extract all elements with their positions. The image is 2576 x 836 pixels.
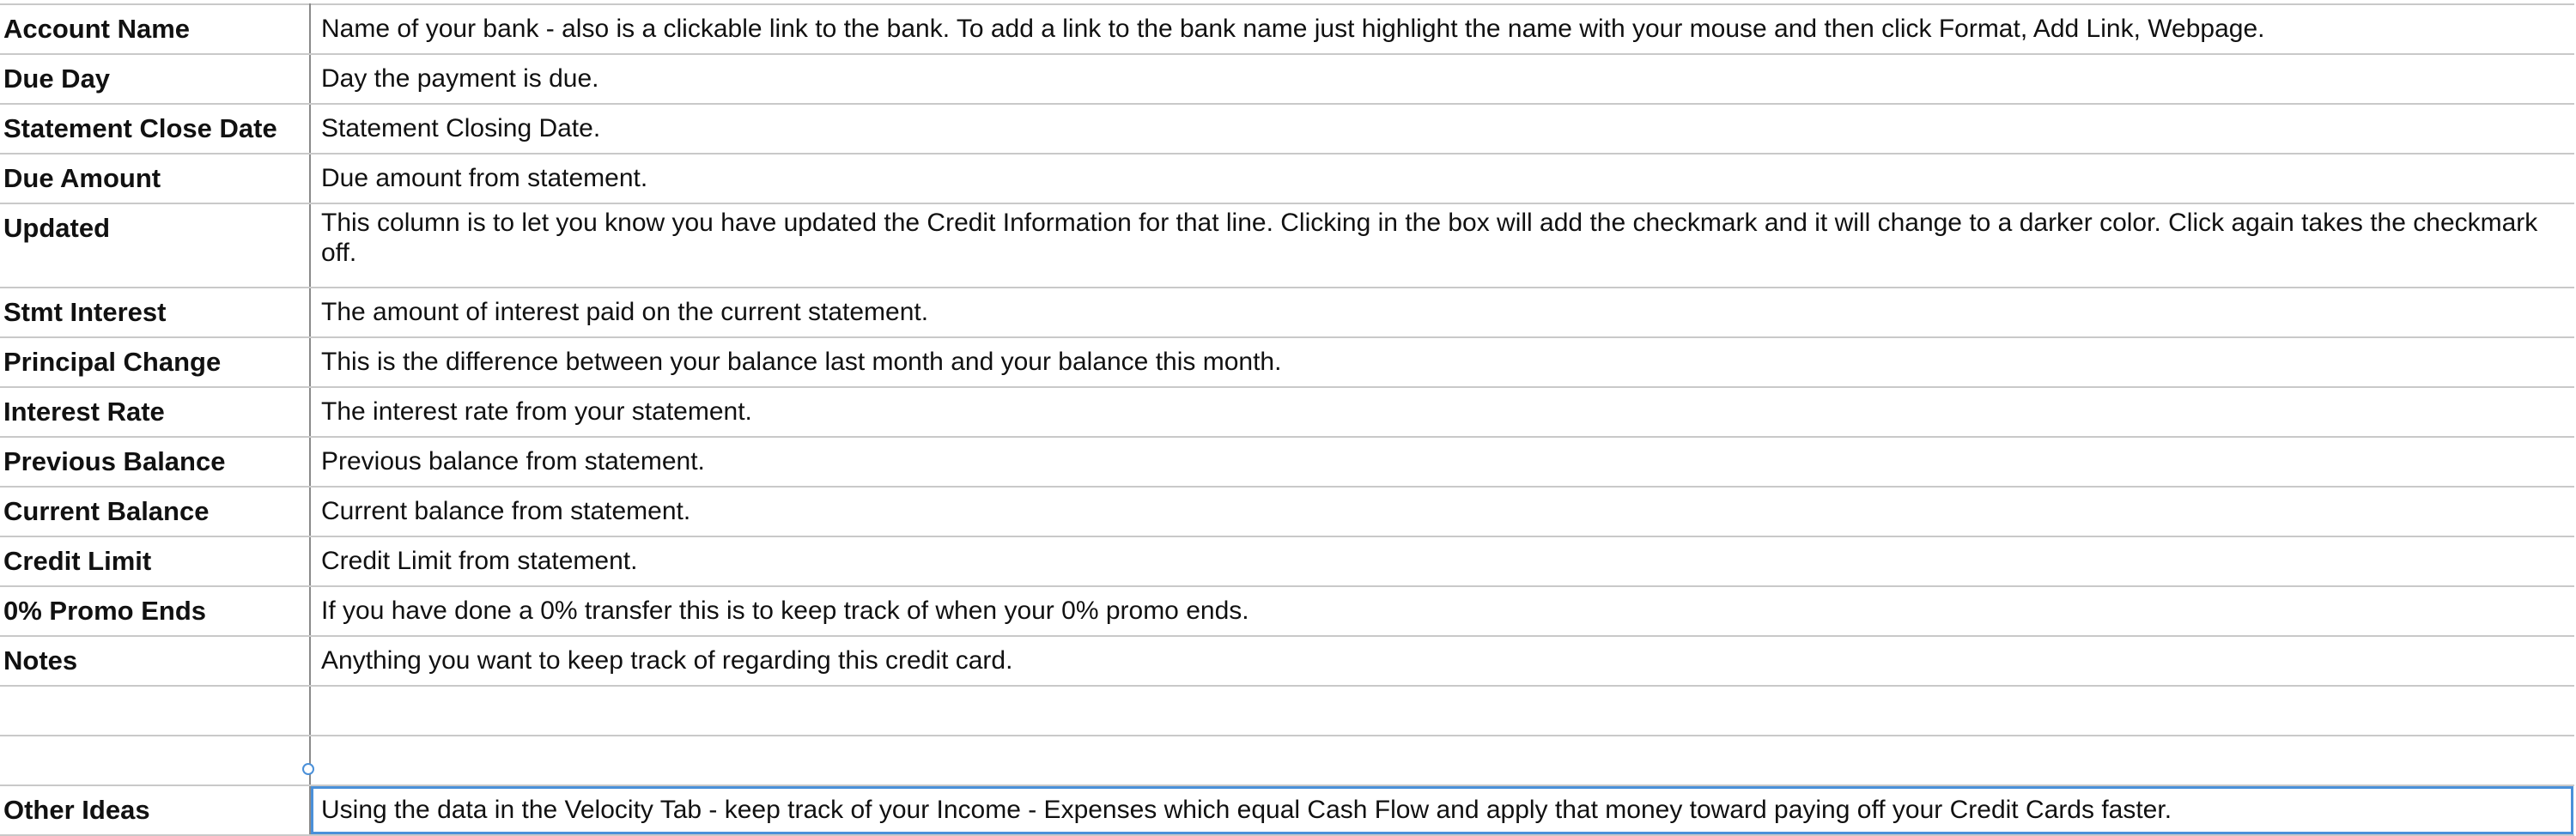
row-label-cell[interactable] (0, 736, 310, 785)
row-label-cell[interactable]: Stmt Interest (0, 288, 310, 337)
row-label-cell[interactable] (0, 686, 310, 736)
row-description-cell[interactable]: Name of your bank - also is a clickable link to the bank. To add a link to the bank name just highlight the name with your mouse and then click Format, Add Link, Webpage. (310, 4, 2574, 54)
table-row (0, 337, 2574, 387)
row-label-cell[interactable]: Current Balance (0, 487, 310, 536)
table-row (0, 154, 2574, 203)
row-description-cell[interactable]: The amount of interest paid on the current statement. (310, 288, 2574, 337)
row-label-cell[interactable]: Due Day (0, 54, 310, 104)
row-description-cell[interactable] (310, 736, 2574, 785)
row-label-cell[interactable]: Principal Change (0, 337, 310, 387)
table-row (0, 636, 2574, 686)
table-row-selected (0, 785, 2574, 835)
table-row (0, 203, 2574, 288)
table-row (0, 586, 2574, 636)
table-row (0, 437, 2574, 487)
table-row (0, 736, 2574, 785)
row-description-cell[interactable]: Day the payment is due. (310, 54, 2574, 104)
row-label-cell[interactable]: Updated (0, 203, 310, 288)
row-label-cell[interactable]: Notes (0, 636, 310, 686)
row-description-cell[interactable]: Due amount from statement. (310, 154, 2574, 203)
row-description-cell[interactable]: Using the data in the Velocity Tab - keep track of your Income - Expenses which equal Cash Flow and apply that money toward paying off your Credit Cards faster. (310, 785, 2574, 835)
table-row (0, 4, 2574, 54)
row-label-cell[interactable]: Statement Close Date (0, 104, 310, 154)
row-description-cell[interactable]: If you have done a 0% transfer this is to keep track of when your 0% promo ends. (310, 586, 2574, 636)
table-row (0, 104, 2574, 154)
row-description-cell[interactable]: This is the difference between your balance last month and your balance this month. (310, 337, 2574, 387)
row-description-cell[interactable] (310, 686, 2574, 736)
table-row (0, 536, 2574, 586)
row-description-cell[interactable]: The interest rate from your statement. (310, 387, 2574, 437)
row-label-cell[interactable]: Previous Balance (0, 437, 310, 487)
table-row (0, 288, 2574, 337)
row-description-cell[interactable]: Current balance from statement. (310, 487, 2574, 536)
row-description-cell[interactable]: Statement Closing Date. (310, 104, 2574, 154)
row-description-cell[interactable]: Anything you want to keep track of regarding this credit card. (310, 636, 2574, 686)
table-row (0, 487, 2574, 536)
table-row (0, 54, 2574, 104)
info-table (0, 3, 2574, 836)
row-label-cell[interactable]: Due Amount (0, 154, 310, 203)
selection-handle[interactable] (302, 763, 314, 775)
row-label-cell[interactable]: Account Name (0, 4, 310, 54)
table-row (0, 387, 2574, 437)
row-description-cell[interactable]: Credit Limit from statement. (310, 536, 2574, 586)
row-label-cell[interactable]: 0% Promo Ends (0, 586, 310, 636)
row-label-cell[interactable]: Credit Limit (0, 536, 310, 586)
table-row (0, 686, 2574, 736)
row-label-cell[interactable]: Interest Rate (0, 387, 310, 437)
row-label-cell[interactable]: Other Ideas (0, 785, 310, 835)
row-description-cell[interactable]: This column is to let you know you have updated the Credit Information for that line. Clicking in the box will add the checkmark and it will change to a darker color. Click again takes the checkmark off. (310, 203, 2574, 288)
row-description-cell[interactable]: Previous balance from statement. (310, 437, 2574, 487)
